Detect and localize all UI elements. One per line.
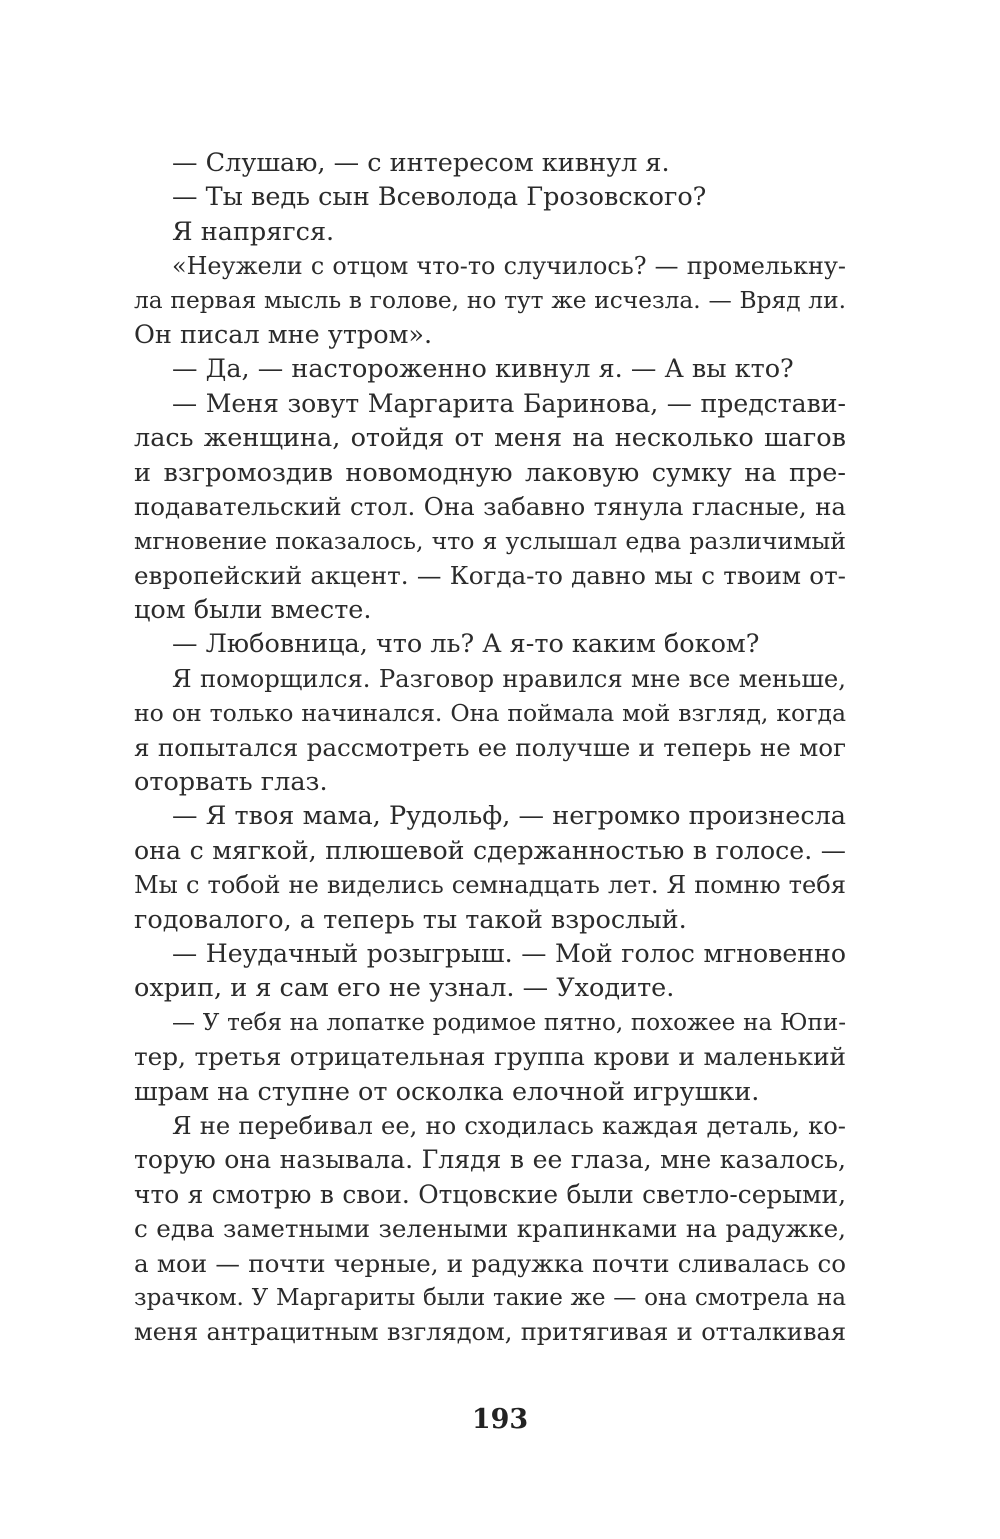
text-line: Я напрягся.: [172, 216, 335, 247]
text-line: Я поморщился. Разговор нравился мне все меньше,: [172, 663, 846, 693]
text-line: Он писал мне утром».: [134, 319, 433, 350]
text-line: европейский акцент. — Когда-то давно мы с твоим от-: [134, 560, 846, 590]
text-line: тер, третья отрицательная группа крови и маленький: [134, 1042, 846, 1072]
text-line: — Да, — настороженно кивнул я. — А вы кто?: [172, 354, 794, 385]
text-line: она с мягкой, плюшевой сдержанностью в голосе. —: [134, 835, 846, 865]
text-line: — Меня зовут Маргарита Баринова, — представи-: [172, 388, 846, 418]
text-line: годовалого, а теперь ты такой взрослый.: [134, 904, 687, 935]
text-line: что я смотрю в свои. Отцовские были светло-серыми,: [134, 1179, 846, 1209]
text-line: шрам на ступне от осколка елочной игрушки.: [134, 1076, 760, 1107]
text-line: подавательский стол. Она забавно тянула гласные, на: [134, 491, 846, 521]
text-line: с едва заметными зелеными крапинками на радужке,: [134, 1214, 846, 1244]
text-line: ла первая мысль в голове, но тут же исчезла. — Вряд ли.: [134, 286, 846, 314]
text-line: «Неужели с отцом что-то случилось? — промелькну-: [172, 252, 846, 281]
text-line: мгновение показалось, что я услышал едва различимый: [134, 527, 846, 556]
text-line: охрип, и я сам его не узнал. — Уходите.: [134, 973, 675, 1004]
text-line: но он только начинался. Она поймала мой взгляд, когда: [134, 699, 846, 728]
text-line: — Неудачный розыгрыш. — Мой голос мгновенно: [172, 938, 846, 968]
text-line: — Любовница, что ль? А я-то каким боком?: [172, 629, 760, 660]
page-number: 193: [471, 1404, 529, 1435]
text-line: лась женщина, отойдя от меня на несколько шагов: [134, 423, 846, 454]
body-text: [134, 146, 846, 1350]
text-line: — У тебя на лопатке родимое пятно, похожее на Юпи-: [172, 1009, 846, 1036]
text-line: я попытался рассмотреть ее получше и теперь не мог: [134, 732, 846, 762]
text-line: торую она называла. Глядя в ее глаза, мне казалось,: [134, 1145, 846, 1175]
text-line: а мои — почти черные, и радужка почти сливалась со: [134, 1248, 846, 1278]
text-line: цом были вместе.: [134, 595, 372, 626]
text-line: оторвать глаз.: [134, 767, 328, 798]
text-line: зрачком. У Маргариты были такие же — она смотрела на: [134, 1284, 846, 1311]
text-line: меня антрацитным взглядом, притягивая и отталкивая: [134, 1318, 846, 1347]
text-line: Мы с тобой не виделись семнадцать лет. Я помню тебя: [134, 871, 846, 900]
text-line: — Ты ведь сын Всеволода Грозовского?: [172, 182, 707, 213]
text-line: — Я твоя мама, Рудольф, — негромко произнесла: [172, 801, 846, 832]
text-line: и взгромоздив новомодную лаковую сумку на пре-: [134, 457, 846, 488]
text-line: Я не перебивал ее, но сходилась каждая деталь, ко-: [172, 1111, 846, 1140]
text-line: — Слушаю, — с интересом кивнул я.: [172, 148, 670, 178]
